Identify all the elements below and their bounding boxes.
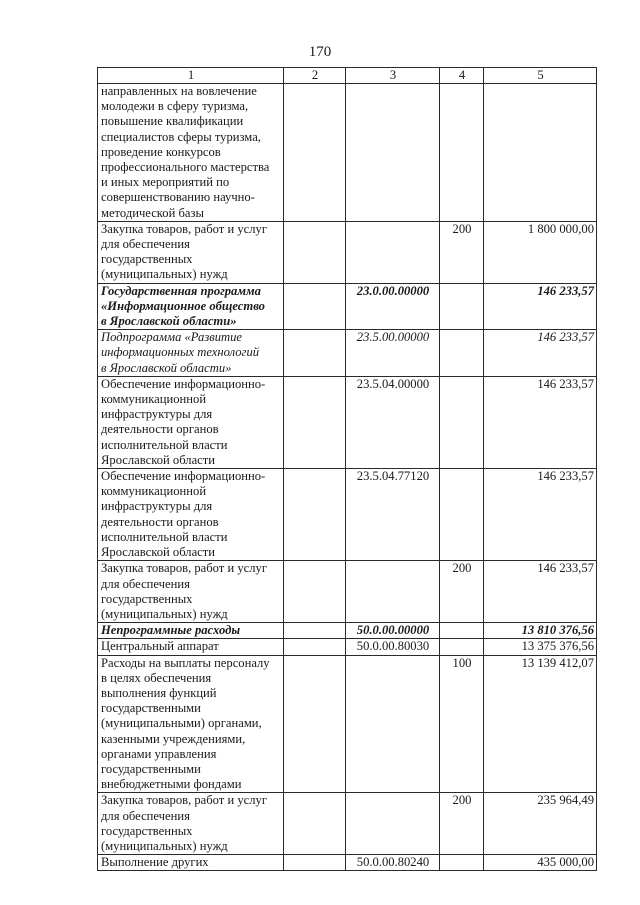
column-header-3: 3	[346, 68, 440, 84]
row-col2-cell	[284, 793, 346, 855]
row-type-cell	[440, 793, 484, 855]
row-code-cell	[346, 561, 440, 623]
row-code-cell	[346, 793, 440, 855]
row-name-text: Центральный аппарат	[101, 639, 219, 654]
row-name-cell	[98, 793, 284, 855]
row-name-text: Обеспечение информационно- коммуникационной инфраструктуры для деятельности органов исполнительной власти Ярославской области	[101, 469, 266, 560]
row-code-text: 23.5.04.00000	[356, 376, 430, 391]
table-row	[98, 469, 597, 561]
row-amount-cell	[484, 376, 597, 468]
row-amount-text: 146 233,57	[537, 376, 594, 391]
row-amount-text: 146 233,57	[537, 469, 594, 484]
row-name-text: Обеспечение информационно- коммуникационной инфраструктуры для деятельности органов исполнительной власти Ярославской области	[101, 376, 266, 467]
row-name-cell	[98, 855, 284, 871]
row-code-text: 50.0.00.00000	[356, 623, 430, 638]
row-code-cell	[346, 655, 440, 793]
row-type-cell	[440, 330, 484, 377]
row-name-cell	[98, 330, 284, 377]
row-type-cell	[440, 283, 484, 330]
row-code-cell	[346, 376, 440, 468]
row-code-cell	[346, 639, 440, 655]
row-amount-cell	[484, 655, 597, 793]
row-code-cell	[346, 855, 440, 871]
budget-table	[97, 67, 597, 871]
row-col2-cell	[284, 376, 346, 468]
row-amount-cell	[484, 469, 597, 561]
row-amount-text: 13 139 412,07	[521, 655, 594, 670]
row-amount-text: 235 964,49	[537, 793, 594, 808]
row-code-text: 50.0.00.80030	[356, 639, 430, 654]
row-type-cell	[440, 623, 484, 639]
row-amount-cell	[484, 623, 597, 639]
row-col2-cell	[284, 655, 346, 793]
row-name-cell	[98, 469, 284, 561]
row-code-cell	[346, 283, 440, 330]
row-name-cell	[98, 376, 284, 468]
row-col2-cell	[284, 84, 346, 222]
row-type-cell	[440, 469, 484, 561]
row-type-cell	[440, 84, 484, 222]
row-amount-cell	[484, 283, 597, 330]
row-col2-cell	[284, 330, 346, 377]
row-amount-cell	[484, 221, 597, 283]
row-name-text: Выполнение других	[101, 855, 209, 870]
row-type-text: 200	[452, 221, 472, 236]
row-code-text: 23.5.04.77120	[356, 469, 430, 484]
row-amount-cell	[484, 84, 597, 222]
table-row	[98, 639, 597, 655]
row-amount-cell	[484, 561, 597, 623]
row-name-cell	[98, 639, 284, 655]
row-type-cell	[440, 561, 484, 623]
table-row	[98, 84, 597, 222]
row-type-text: 200	[452, 561, 472, 576]
row-type-cell	[440, 221, 484, 283]
column-header-1: 1	[98, 68, 284, 84]
row-name-text: Закупка товаров, работ и услуг для обеспечения государственных (муниципальных) нужд	[101, 221, 267, 282]
row-amount-text: 146 233,57	[537, 283, 594, 298]
table-row	[98, 655, 597, 793]
row-code-text: 50.0.00.80240	[356, 855, 430, 870]
row-amount-text: 1 800 000,00	[527, 221, 594, 236]
row-type-cell	[440, 639, 484, 655]
row-amount-cell	[484, 855, 597, 871]
column-header-2: 2	[284, 68, 346, 84]
row-code-cell	[346, 221, 440, 283]
row-type-text: 200	[452, 793, 472, 808]
row-name-text: направленных на вовлечение молодежи в сферу туризма, повышение квалификации специалистов сферы туризма, проведение конкурсов профессионального мастерства и иных мероприятий по совершенствованию научно- методической базы	[101, 84, 270, 220]
row-code-text: 23.0.00.00000	[356, 283, 430, 298]
table-row	[98, 561, 597, 623]
table-row	[98, 376, 597, 468]
row-name-text: Закупка товаров, работ и услуг для обеспечения государственных (муниципальных) нужд	[101, 561, 267, 621]
row-name-cell	[98, 84, 284, 222]
row-amount-text: 146 233,57	[537, 561, 594, 576]
row-col2-cell	[284, 639, 346, 655]
page-number: 170	[308, 44, 332, 60]
header-row	[98, 68, 597, 84]
row-amount-text: 13 375 376,56	[521, 639, 594, 654]
table-row	[98, 623, 597, 639]
row-type-text: 100	[452, 655, 472, 670]
table-row	[98, 793, 597, 855]
row-amount-cell	[484, 793, 597, 855]
row-type-cell	[440, 376, 484, 468]
row-col2-cell	[284, 855, 346, 871]
row-name-text: Подпрограмма «Развитие информационных технологий в Ярославской области»	[101, 330, 260, 375]
column-header-4: 4	[440, 68, 484, 84]
row-amount-text: 435 000,00	[537, 855, 594, 870]
row-col2-cell	[284, 561, 346, 623]
row-code-cell	[346, 623, 440, 639]
row-amount-cell	[484, 330, 597, 377]
row-name-cell	[98, 221, 284, 283]
row-code-cell	[346, 330, 440, 377]
row-amount-text: 13 810 376,56	[521, 623, 594, 638]
row-name-cell	[98, 561, 284, 623]
row-name-text: Государственная программа «Информационное общество в Ярославской области»	[101, 283, 265, 329]
column-header-5: 5	[484, 68, 597, 84]
row-col2-cell	[284, 469, 346, 561]
table-body	[98, 68, 597, 871]
row-name-cell	[98, 623, 284, 639]
row-col2-cell	[284, 221, 346, 283]
row-type-cell	[440, 855, 484, 871]
table-row	[98, 221, 597, 283]
row-name-text: Непрограммные расходы	[101, 623, 241, 638]
row-name-text: Расходы на выплаты персоналу в целях обеспечения выполнения функций государственными (муниципальными) органами, казенными учреждениями, органами управления государственными внебюджетными фондами	[101, 655, 270, 792]
row-name-text: Закупка товаров, работ и услуг для обеспечения государственных (муниципальных) нужд	[101, 793, 267, 853]
row-col2-cell	[284, 283, 346, 330]
row-amount-cell	[484, 639, 597, 655]
row-code-cell	[346, 84, 440, 222]
row-name-cell	[98, 655, 284, 793]
table-row	[98, 283, 597, 330]
row-code-text: 23.5.00.00000	[356, 330, 430, 345]
table-row	[98, 855, 597, 871]
row-amount-text: 146 233,57	[537, 330, 594, 345]
row-type-cell	[440, 655, 484, 793]
row-code-cell	[346, 469, 440, 561]
row-name-cell	[98, 283, 284, 330]
table-row	[98, 330, 597, 377]
row-col2-cell	[284, 623, 346, 639]
